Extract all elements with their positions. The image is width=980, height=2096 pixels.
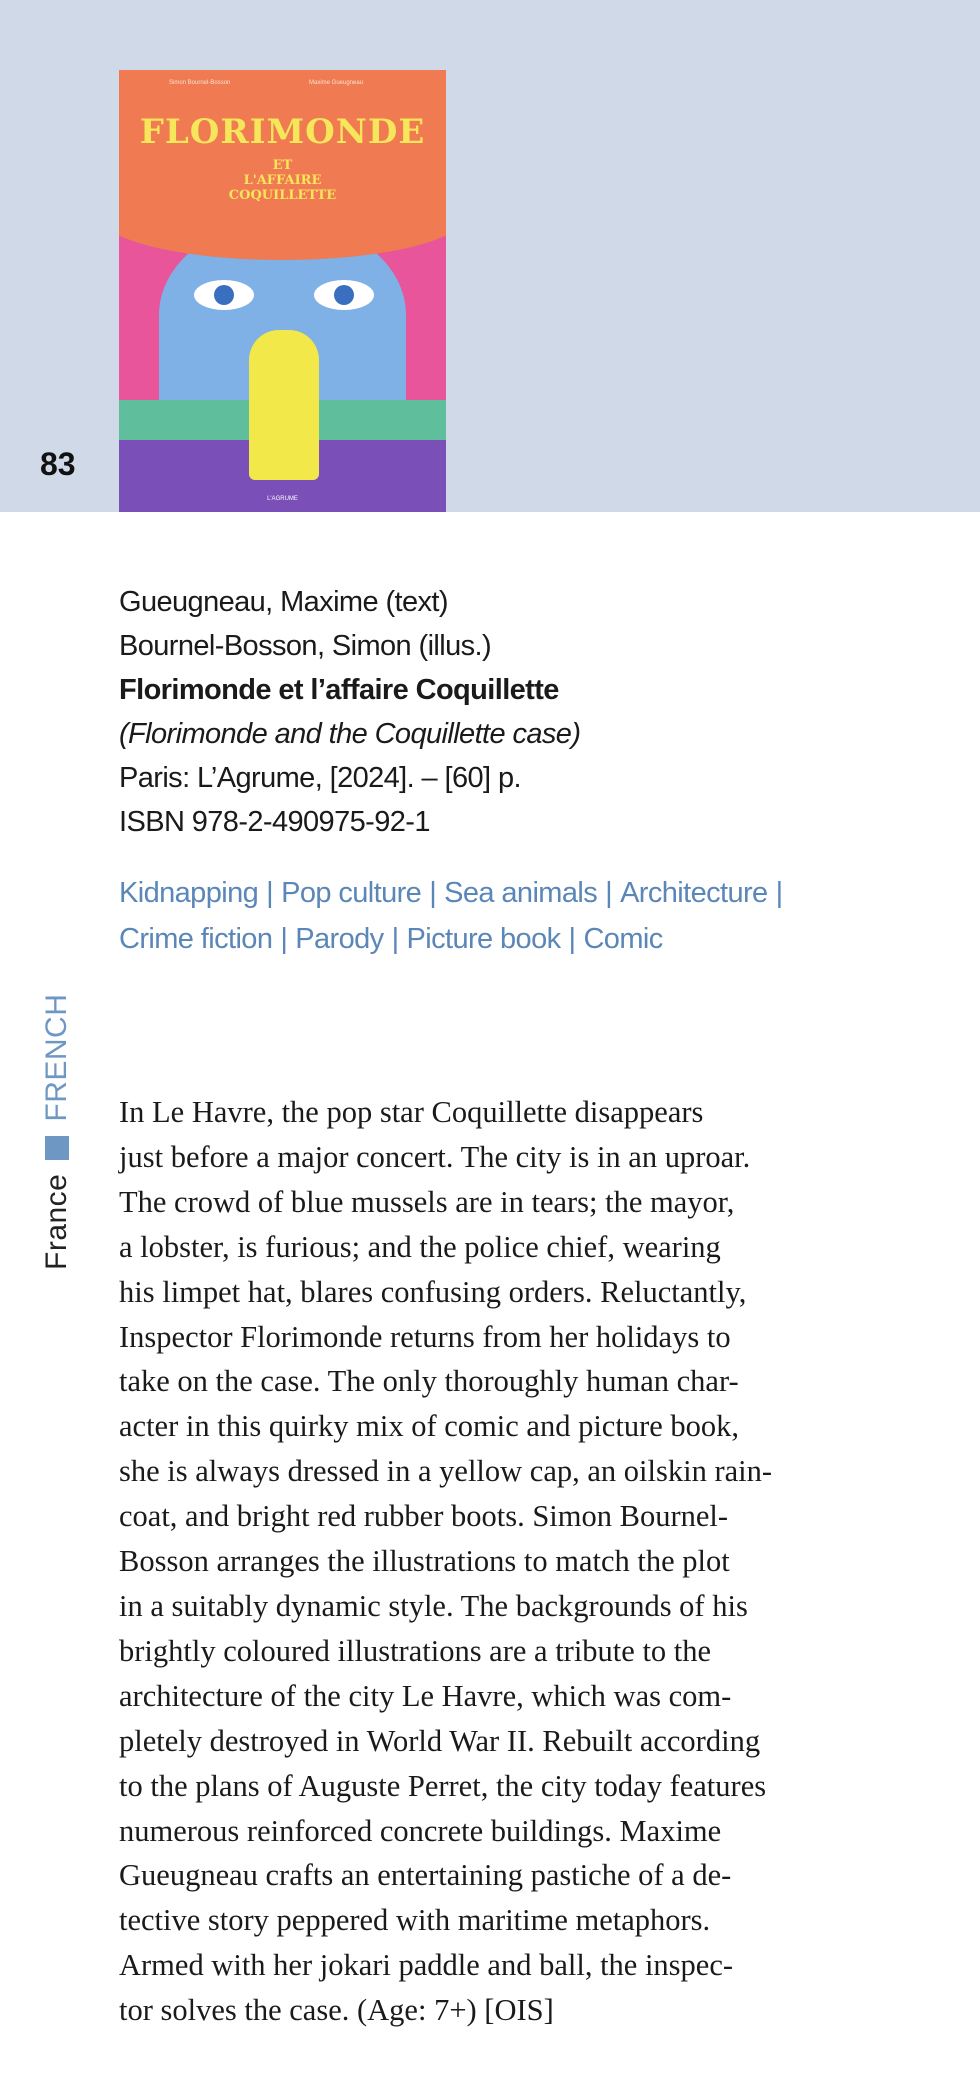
book-cover-image: Simon Bournel-Bosson Maxime Gueugneau FLORIMONDE ET L'AFFAIRE COQUILLETTE L'AGRUME xyxy=(119,70,446,512)
description-line: In Le Havre, the pop star Coquillette disappears xyxy=(119,1095,704,1129)
subject-tag: Comic xyxy=(583,923,663,955)
subject-tag: Parody xyxy=(295,923,384,955)
square-marker-icon xyxy=(45,1136,69,1160)
subject-tag: Sea animals xyxy=(444,877,598,909)
book-title: Florimonde et l’affaire Coquillette xyxy=(119,674,559,706)
description-line: Armed with her jokari paddle and ball, the inspec- xyxy=(119,1948,734,1983)
description-line: pletely destroyed in World War II. Rebuilt according xyxy=(119,1723,761,1758)
description-line: Gueugneau crafts an entertaining pastiche of a de- xyxy=(119,1858,732,1893)
illustrator: Bournel-Bosson, Simon (illus.) xyxy=(119,630,492,662)
description-line: in a suitably dynamic style. The backgrounds of his xyxy=(119,1588,748,1623)
description-line: Bosson arranges the illustrations to match the plot xyxy=(119,1544,730,1579)
country-label: France xyxy=(40,1173,73,1270)
description-line: coat, and bright red rubber boots. Simon Bournel- xyxy=(119,1499,729,1534)
description-line: numerous reinforced concrete buildings. Maxime xyxy=(119,1813,722,1848)
publication-info: Paris: L’Agrume, [2024]. – [60] p. xyxy=(119,762,521,794)
language-label: FRENCH xyxy=(40,993,73,1122)
isbn: ISBN 978-2-490975-92-1 xyxy=(119,806,430,838)
subject-tag: Picture book xyxy=(406,923,561,955)
description-line: Inspector Florimonde returns from her holidays to xyxy=(119,1319,731,1354)
bibliographic-entry xyxy=(119,580,580,844)
translated-title: (Florimonde and the Coquillette case) xyxy=(119,718,581,750)
description-line: she is always dressed in a yellow cap, an oilskin rain- xyxy=(119,1454,773,1489)
description-line: The crowd of blue mussels are in tears; the mayor, xyxy=(119,1184,735,1219)
side-language-label xyxy=(40,994,74,1270)
description-line: his limpet hat, blares confusing orders. Reluctantly, xyxy=(119,1274,747,1309)
page-number: 83 xyxy=(40,446,76,482)
description-line: brightly coloured illustrations are a tribute to the xyxy=(119,1633,712,1668)
description-line: tective story peppered with maritime metaphors. xyxy=(119,1903,711,1938)
description-line: just before a major concert. The city is in an uproar. xyxy=(119,1139,751,1174)
subject-tag: Architecture xyxy=(620,877,768,909)
description-line: acter in this quirky mix of comic and picture book, xyxy=(119,1409,740,1444)
author: Gueugneau, Maxime (text) xyxy=(119,586,448,618)
subject-tag: Pop culture xyxy=(281,877,422,909)
description-line: take on the case. The only thoroughly human char- xyxy=(119,1364,739,1399)
subject-tags: Kidnapping | Pop culture | Sea animals | Architecture | Crime fiction | Parody | Picture book | Comic xyxy=(119,877,783,955)
description-line: to the plans of Auguste Perret, the city today features xyxy=(119,1768,767,1803)
description-text xyxy=(119,1090,919,2033)
subject-tag: Kidnapping xyxy=(119,877,259,909)
description-line: architecture of the city Le Havre, which was com- xyxy=(119,1678,732,1713)
subject-tag: Crime fiction xyxy=(119,923,273,955)
description-line: a lobster, is furious; and the police chief, wearing xyxy=(119,1229,721,1264)
description-line: tor solves the case. (Age: 7+) [OIS] xyxy=(119,1993,554,2028)
